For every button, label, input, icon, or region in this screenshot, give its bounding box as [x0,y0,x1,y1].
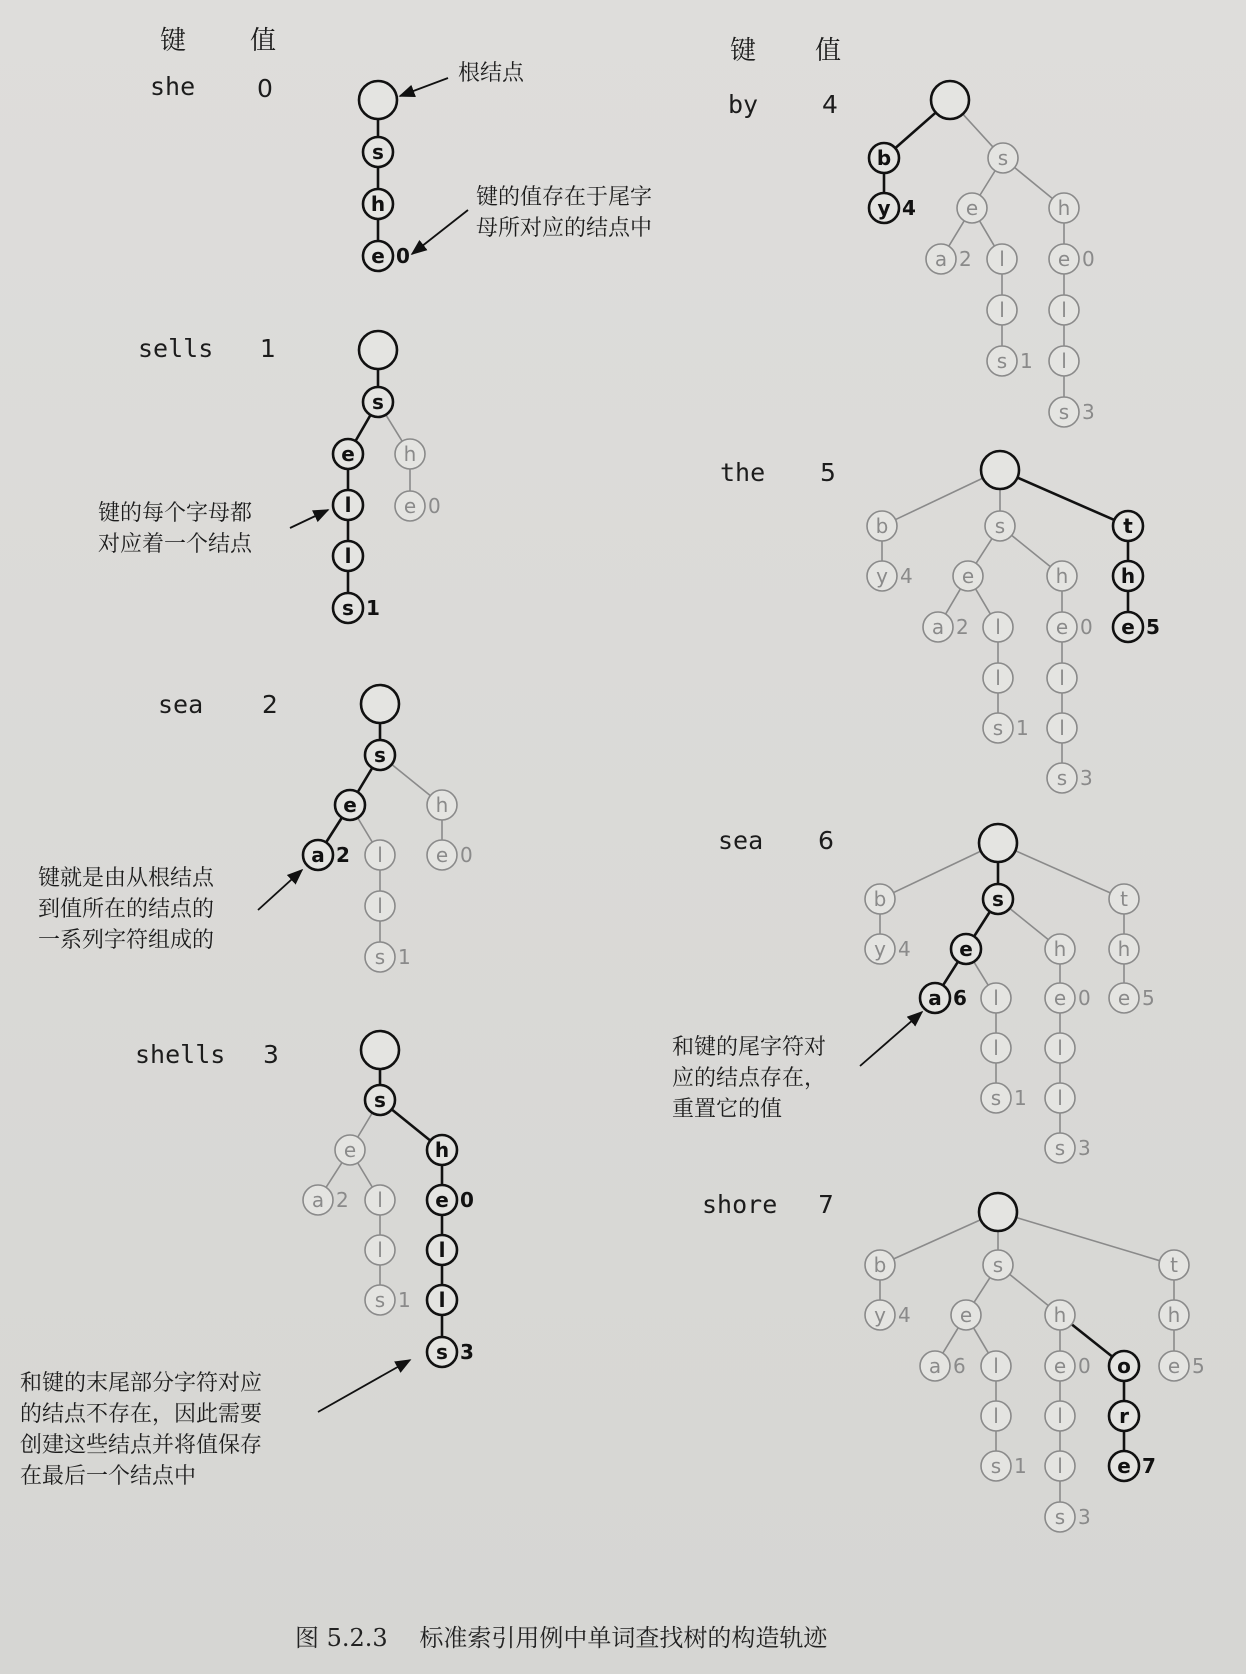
trie-node-char: s [436,1340,448,1364]
trie-node-char: s [1054,1505,1066,1529]
trie-root-node [361,1031,399,1069]
trie-root-node [979,824,1017,862]
trie-node-char: e [1057,247,1071,271]
panel-key-she: she [150,72,196,101]
panel-value-sea: 2 [262,690,278,719]
trie-5 [867,451,1160,793]
trie-edge [974,912,990,937]
trie-6-nodes [865,824,1155,1163]
trie-edge [1012,535,1051,566]
panel-value-shore: 7 [818,1190,834,1219]
trie-node-value: 3 [1082,400,1095,424]
panel-key-the: the [720,458,766,487]
trie-node-char: h [1053,1303,1067,1327]
figure-number: 图 5.2.3 [295,1624,388,1652]
trie-node-char: e [343,793,357,817]
trie-node-value: 6 [953,1354,966,1378]
trie-node-value: 1 [398,1288,411,1312]
trie-node-char: l [438,1288,446,1312]
trie-edge [1016,1217,1159,1260]
trie-node-value: 0 [396,244,410,268]
trie-node-value: 6 [953,986,967,1010]
trie-node-value: 1 [366,596,380,620]
trie-edge [943,962,958,986]
trie-node-char: l [377,1188,383,1212]
trie-node-value: 7 [1142,1454,1156,1478]
trie-node-char: e [403,494,417,518]
trie-node-value: 5 [1146,615,1160,639]
panel-value-she: 0 [257,74,273,103]
trie-node-char: e [959,1303,973,1327]
trie-node-char: h [434,1138,450,1162]
trie-node-value: 0 [1080,615,1093,639]
trie-node-char: h [1117,937,1131,961]
panel-key-shore: shore [702,1190,778,1219]
trie-node-char: y [876,564,888,588]
note-create-line3: 创建这些结点并将值保存 [20,1433,263,1458]
trie-root-node [981,451,1019,489]
panel-value-the: 5 [820,458,836,487]
arrow-create [318,1360,410,1412]
trie-node-char: l [993,1036,999,1060]
trie-node-char: s [374,1088,386,1112]
trie-node-char: l [995,615,1001,639]
panel-key-sea: sea [158,690,204,719]
trie-edge [355,415,370,441]
trie-node-char: e [1055,615,1069,639]
trie-node-char: l [377,894,383,918]
trie-node-char: l [344,544,352,568]
panel-key-sells: sells [138,334,214,363]
trie-2-nodes [303,685,473,972]
trie-node-value: 0 [460,1188,474,1212]
trie-node-char: s [994,514,1006,538]
trie-node-value: 5 [1142,986,1155,1010]
trie-node-char: e [343,1138,357,1162]
trie-node-char: s [990,1454,1002,1478]
trie-node-char: b [875,514,889,538]
note-reset-line3: 重置它的值 [672,1097,783,1122]
trie-edge [386,415,402,441]
trie-node-char: y [874,1303,886,1327]
note-path-line2: 到值所在的结点的 [38,897,215,922]
trie-node-char: t [1120,887,1128,911]
trie-edge [358,1163,373,1187]
trie-node-value: 0 [1078,1354,1091,1378]
trie-edge [392,764,431,795]
trie-5-nodes [867,451,1160,793]
trie-3 [303,1031,474,1367]
note-path-line1: 键就是由从根结点 [38,866,215,891]
trie-6 [865,824,1155,1163]
trie-root-node [361,685,399,723]
value-header-left: 值 [250,26,277,56]
trie-0-nodes [359,81,410,271]
trie-node-char: a [928,986,942,1010]
trie-edge [976,589,991,614]
trie-edge [980,171,995,196]
trie-node-char: e [959,937,973,961]
trie-node-char: b [873,887,887,911]
trie-node-char: a [931,615,945,639]
trie-node-char: h [1167,1303,1181,1327]
note-create-line4: 在最后一个结点中 [20,1464,197,1489]
note-each-line1: 键的每个字母都 [98,501,253,526]
trie-node-char: a [928,1354,942,1378]
trie-edge [1010,908,1049,939]
trie-edge [392,1109,431,1140]
trie-node-char: o [1117,1354,1131,1378]
trie-edge [963,114,993,147]
trie-edge [358,768,373,792]
trie-edge [358,1113,373,1137]
trie-node-char: l [1057,1036,1063,1060]
value-header-right: 值 [815,36,842,66]
key-header-right: 键 [730,36,757,66]
trie-7 [865,1193,1205,1532]
trie-node-char: a [311,843,325,867]
trie-node-char: s [992,887,1004,911]
trie-node-char: e [1117,986,1131,1010]
trie-node-char: h [1055,564,1069,588]
trie-edge [326,1163,342,1188]
trie-root-node [359,331,397,369]
trie-node-char: e [961,564,975,588]
trie-edge [1015,168,1053,199]
arrow-root [400,78,448,96]
trie-node-value: 4 [902,196,916,220]
arrow-value [412,210,468,254]
trie-edge [894,851,981,892]
trie-node-value: 0 [1082,247,1095,271]
trie-node-char: s [992,716,1004,740]
panel-value-by: 4 [822,90,838,119]
trie-node-char: s [997,146,1009,170]
trie-node-char: e [1053,1354,1067,1378]
trie-node-char: s [372,140,384,164]
trie-node-value: 2 [336,1188,349,1212]
trie-node-value: 1 [398,945,411,969]
trie-node-char: s [372,390,384,414]
trie-node-char: l [438,1238,446,1262]
trie-edge [974,1328,989,1353]
arrow-each [290,510,328,528]
trie-node-value: 1 [1020,349,1033,373]
trie-node-value: 3 [1078,1136,1091,1160]
trie-node-char: e [1053,986,1067,1010]
panel-value-sea-6: 6 [818,826,834,855]
trie-node-char: l [1057,1404,1063,1428]
trie-node-char: s [1058,400,1070,424]
trie-4-edges [884,113,1064,397]
panel-value-sells: 1 [260,334,276,363]
trie-node-value: 0 [1078,986,1091,1010]
trie-root-node [359,81,397,119]
note-create-line1: 和键的末尾部分字符对应 [20,1371,263,1396]
trie-1 [333,331,441,623]
note-value-line1: 键的值存在于尾字 [476,185,653,210]
trie-node-value: 2 [956,615,969,639]
figure-title: 标准索引用例中单词查找树的构造轨迹 [419,1624,828,1652]
trie-node-char: l [377,1238,383,1262]
trie-node-char: a [311,1188,325,1212]
trie-node-char: h [1057,196,1071,220]
trie-node-char: l [993,1354,999,1378]
trie-node-char: y [877,196,891,220]
trie-node-char: s [342,596,354,620]
trie-node-char: h [370,192,386,216]
trie-node-char: e [371,244,385,268]
trie-2 [303,685,473,972]
trie-edge [894,1220,981,1259]
trie-node-char: s [1054,1136,1066,1160]
trie-node-char: l [995,666,1001,690]
trie-edge [358,818,373,842]
trie-node-char: l [999,247,1005,271]
trie-node-char: r [1119,1404,1129,1428]
trie-node-char: b [873,1253,887,1277]
trie-node-value: 2 [336,843,350,867]
trie-node-char: e [1121,615,1135,639]
trie-edge [946,589,961,614]
trie-node-char: e [435,1188,449,1212]
note-reset-line1: 和键的尾字符对 [672,1035,827,1060]
panel-key-by: by [728,90,759,119]
trie-edge [949,221,964,246]
panel-value-shells: 3 [263,1040,279,1069]
trie-node-value: 1 [1014,1454,1027,1478]
trie-edge [1015,851,1110,893]
trie-node-char: l [1059,666,1065,690]
trie-edge [1017,478,1114,520]
trie-node-char: h [1053,937,1067,961]
trie-node-char: l [993,986,999,1010]
arrow-path [258,870,302,910]
trie-node-char: y [874,937,886,961]
trie-edge [976,539,992,564]
trie-node-char: l [1059,716,1065,740]
trie-node-char: t [1170,1253,1178,1277]
trie-node-value: 4 [898,1303,911,1327]
panel-key-shells: shells [135,1040,226,1069]
trie-node-value: 5 [1192,1354,1205,1378]
trie-7-nodes [865,1193,1205,1532]
trie-3-nodes [303,1031,474,1367]
trie-node-char: s [374,1288,386,1312]
trie-edge [1072,1324,1113,1356]
trie-edge [980,221,995,246]
trie-node-char: l [993,1404,999,1428]
trie-node-char: l [1057,1086,1063,1110]
note-reset-line2: 应的结点存在， [672,1066,827,1091]
trie-node-value: 3 [1080,766,1093,790]
trie-node-value: 0 [460,843,473,867]
panel-key-sea-6: sea [718,826,764,855]
trie-edge [896,478,983,519]
trie-edge [1010,1274,1049,1305]
trie-node-char: l [377,843,383,867]
trie-edge [974,962,988,985]
trie-node-value: 4 [900,564,913,588]
trie-node-char: a [934,247,948,271]
trie-edge [943,1328,958,1353]
trie-node-char: t [1123,514,1133,538]
note-create-line2: 的结点不存在，因此需要 [20,1402,263,1427]
trie-node-value: 0 [428,494,441,518]
trie-node-char: h [403,442,417,466]
trie-node-char: h [1120,564,1136,588]
trie-node-value: 2 [959,247,972,271]
trie-node-char: l [1061,349,1067,373]
arrow-reset [860,1012,922,1066]
trie-4-nodes [869,81,1095,427]
trie-node-char: s [990,1086,1002,1110]
trie-node-char: e [435,843,449,867]
note-each-line2: 对应着一个结点 [98,532,253,557]
trie-node-char: e [1117,1454,1131,1478]
trie-edge [974,1278,990,1303]
key-header-left: 键 [160,26,187,56]
trie-node-char: e [1167,1354,1181,1378]
trie-edge [895,113,935,149]
trie-edge [326,818,342,843]
trie-node-char: b [876,146,892,170]
note-value-line2: 母所对应的结点中 [476,216,653,241]
note-path-line3: 一系列字符组成的 [38,928,215,953]
trie-node-value: 4 [898,937,911,961]
trie-node-char: l [999,298,1005,322]
note-root: 根结点 [458,61,525,86]
trie-node-char: l [1057,1454,1063,1478]
trie-node-char: h [435,793,449,817]
trie-0 [359,81,410,271]
trie-node-char: e [965,196,979,220]
trie-node-value: 1 [1014,1086,1027,1110]
trie-root-node [979,1193,1017,1231]
trie-node-value: 3 [460,1340,474,1364]
trie-4 [869,81,1095,427]
trie-root-node [931,81,969,119]
trie-node-char: s [992,1253,1004,1277]
trie-node-value: 3 [1078,1505,1091,1529]
trie-node-value: 1 [1016,716,1029,740]
trie-node-char: s [996,349,1008,373]
trie-node-char: l [344,493,352,517]
trie-node-char: s [374,743,386,767]
trie-node-char: l [1061,298,1067,322]
trie-node-char: s [374,945,386,969]
trie-node-char: e [341,442,355,466]
trie-node-char: s [1056,766,1068,790]
